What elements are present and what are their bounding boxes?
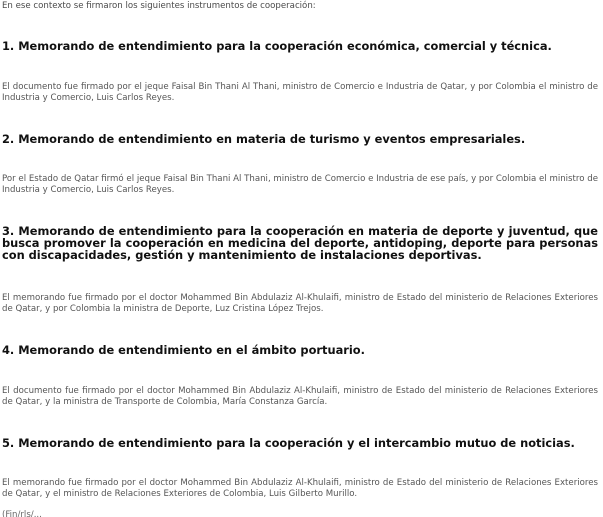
item-3-title: 3. Memorando de entendimiento para la cooperación en materia de deporte y juventud, que busca promover la cooperación en medicina del deporte, antidoping, deporte para personas con discapacidades, gestión y mantenimiento de instalaciones deportivas. xyxy=(2,224,598,262)
item-2-body: Por el Estado de Qatar firmó el jeque Faisal Bin Thani Al Thani, ministro de Comercio e Industria de ese país, y por Colombia el ministro de Industria y Comercio, Luis Carlos Reyes. xyxy=(2,174,598,195)
item-5-title: 5. Memorando de entendimiento para la cooperación y el intercambio mutuo de noticias. xyxy=(2,436,575,450)
item-1-body: El documento fue firmado por el jeque Faisal Bin Thani Al Thani, ministro de Comercio e Industria de Qatar, y por Colombia el ministro de Industria y Comercio, Luis Carlos Reyes. xyxy=(2,82,598,103)
cutoff-text: (Fin/rls/... xyxy=(2,510,42,517)
item-5-body: El memorando fue firmado por el doctor Mohammed Bin Abdulaziz Al-Khulaifi, ministro de Estado del ministerio de Relaciones Exteriores de Qatar, y el ministro de Relaciones Exteriores de Colombia, Luis Gilberto Murillo. xyxy=(2,478,598,499)
item-3-body: El memorando fue firmado por el doctor Mohammed Bin Abdulaziz Al-Khulaifi, ministro de Estado del ministerio de Relaciones Exteriores de Qatar, y por Colombia la ministra de Deporte, Luz Cristina López Trejos. xyxy=(2,293,598,314)
item-4-body: El documento fue firmado por el doctor Mohammed Bin Abdulaziz Al-Khulaifi, ministro de Estado del ministerio de Relaciones Exteriores de Qatar, y la ministra de Transporte de Colombia, María Constanza García. xyxy=(2,386,598,407)
item-1-title: 1. Memorando de entendimiento para la cooperación económica, comercial y técnica. xyxy=(2,39,552,53)
item-4-title: 4. Memorando de entendimiento en el ámbito portuario. xyxy=(2,343,365,357)
item-2-title: 2. Memorando de entendimiento en materia de turismo y eventos empresariales. xyxy=(2,132,526,146)
intro-paragraph: En ese contexto se firmaron los siguientes instrumentos de cooperación: xyxy=(2,1,316,11)
